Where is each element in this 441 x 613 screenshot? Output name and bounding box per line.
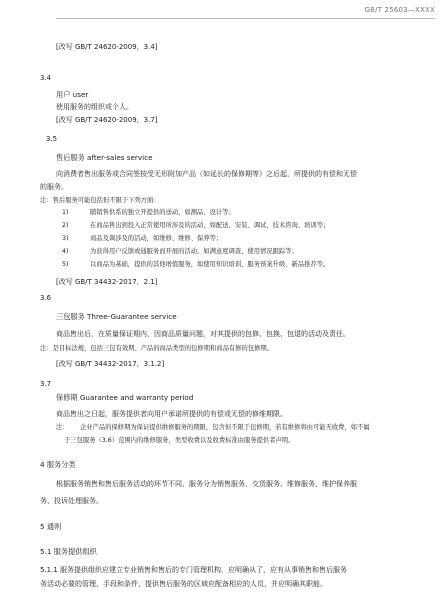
note-item-text: 在商品售出到投入正常使用所涉及的活动，如配送、安装、调试、技术咨询、培训等；	[90, 222, 330, 229]
note-item-number: 4)	[62, 248, 69, 255]
clause-3-7-note-label: 注：	[56, 424, 69, 431]
clause-3-6-reference: [改写 GB/T 34432-2017，3.1.2]	[56, 360, 165, 368]
header-doc-code: GB/T 25603—XXXX	[364, 6, 435, 14]
clause-3-7-definition: 商品售出之日起，服务提供者向用户承诺所提供的有偿或无偿的修维期限。	[56, 410, 287, 418]
clause-3-5-note-heading: 注：售后服务可能包括但不限于下列方面：	[40, 197, 160, 204]
note-item-text: 为获得用户反馈或通服务而开展的活动，如满意度调查、使用情况跟踪等；	[90, 248, 298, 255]
clause-5-1-1-line2: 务活动必要的管理、手段和条件，提供售后服务的区域应配备相应的人员，并应明确其职能。	[40, 580, 327, 588]
clause-3-5-definition-line1: 向消费者售出服务或合同签按受无形附加产品（如延长的保修期等）之后起，所提供的有偿和无偿	[56, 170, 357, 178]
clause-3-6-number: 3.6	[40, 294, 52, 302]
clause-3-4-definition: 使用服务的组织或个人。	[56, 103, 133, 111]
clause-3-7-note-line1: 企业产品的保修期为保证提供维修服务的期限，包含但不限于包修期，若有维修将由可能无收费，如不属	[80, 424, 370, 431]
clause-3-5-definition-line2: 的服务。	[40, 183, 68, 191]
clause-3-7-term: 保修期 Guarantee and warranty period	[56, 393, 194, 402]
clause-3-5-term: 售后服务 after-sales service	[56, 153, 153, 162]
clause-3-4-number: 3.4	[40, 74, 52, 82]
note-item-number: 1)	[62, 209, 69, 216]
clause-3-4-reference: [改写 GB/T 24620-2009，3.7]	[56, 116, 158, 124]
note-item-text: 随销售供系的独立开提供的送动，如测品、设计等；	[90, 209, 235, 216]
section-4-text-line2: 务、投诉处理服务。	[40, 497, 103, 505]
section-5-title: 5 通则	[40, 522, 62, 531]
note-item-number: 3)	[62, 235, 69, 242]
note-item-text: 以商品为基础，提供的其他增值服务，如使用知识培训、服务预案升级、新品推荐等。	[90, 261, 330, 268]
clause-3-5-reference: [改写 GB/T 34432-2017，2.1]	[56, 278, 158, 286]
clause-3-7-note-line2: 于三包服务（3.6）范围内的维修服务，类型收费以及收费标准由服务提供者声明。	[64, 437, 295, 444]
section-4-title: 4 服务分类	[40, 460, 76, 469]
clause-3-7-number: 3.7	[40, 380, 52, 388]
note-item-number: 2)	[62, 222, 69, 229]
section-4-text-line1: 根据服务销售和售后服务活动的环节不同，服务分为销售服务、交货服务、维修服务、维护保养服	[56, 480, 357, 488]
header-rule	[56, 18, 435, 19]
clause-3-6-note: 注：是目标法规，包括三包有效期、产品的商品类型的包修期和商品有修的包修期。	[40, 345, 273, 352]
section-5-1-title: 5.1 服务提供组织	[40, 547, 97, 556]
clause-3-5-number: 3.5	[46, 135, 58, 143]
clause-3-6-term: 三包服务 Three-Guarantee service	[56, 312, 177, 321]
clause-3-4-term: 用户 user	[56, 90, 89, 99]
note-item-text: 商品及调涉及的活动，如维修、维修、保养等；	[90, 235, 223, 242]
clause-5-1-1-line1: 5.1.1 服务提供组织应建立专业销售和售后的专门管理机构，应明确从了，应有从事销售和售后服务	[40, 566, 348, 574]
reference-top: [改写 GB/T 24620-2009，3.4]	[56, 43, 158, 51]
note-item-number: 5)	[62, 261, 69, 268]
clause-3-6-definition: 商品售出后，在质量保证期内，因商品质量问题，对其提供的包修、包换、包退的活动及责任。	[56, 330, 350, 338]
